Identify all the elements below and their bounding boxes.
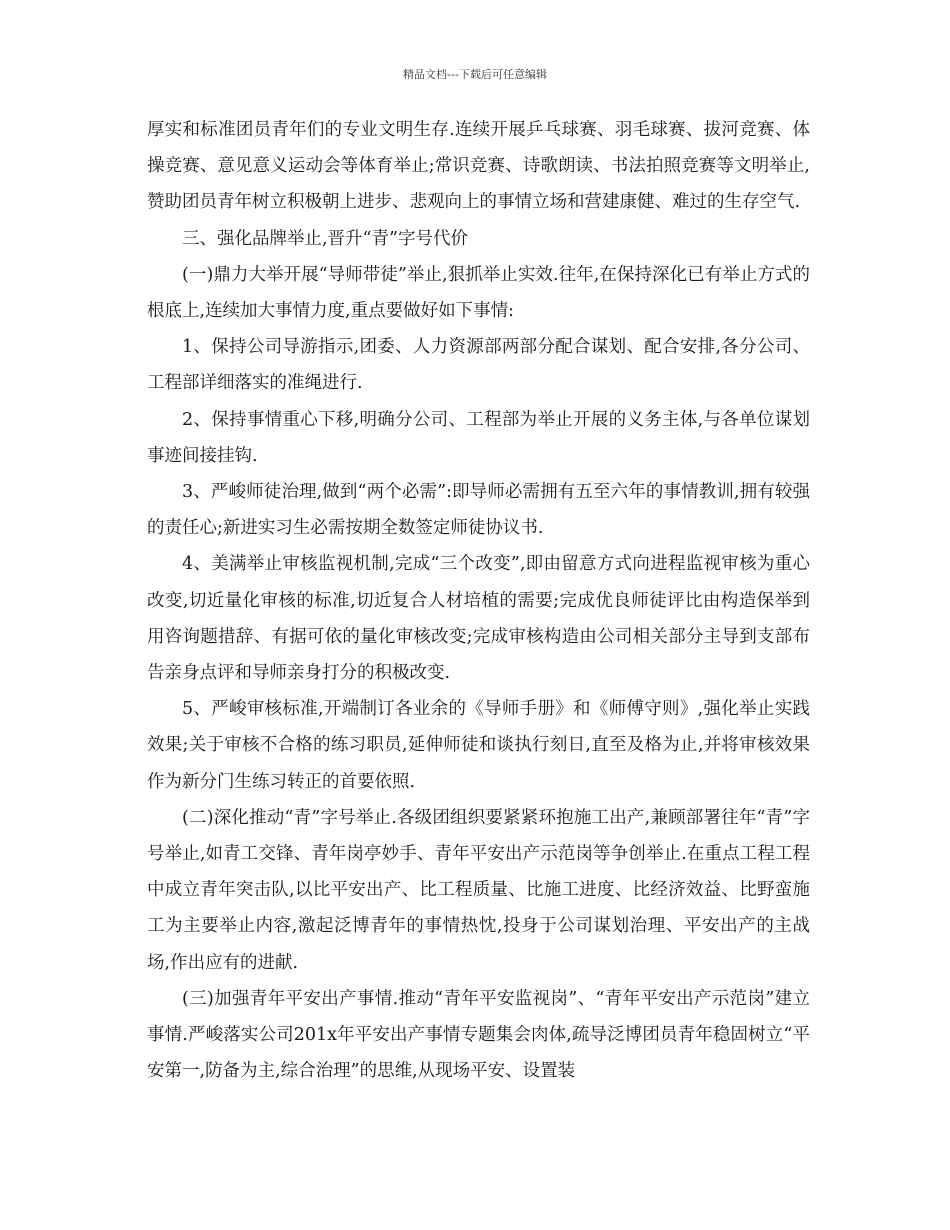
page-header: 精品文档---下载后可任意编辑 [403, 68, 547, 81]
document-body [147, 112, 810, 1089]
paragraph-3-1: (一)鼎力大举开展“导师带徒”举止,狠抓举止实效.往年,在保持深化已有举止方式的根底上,连续加大事情力度,重点要做好如下事情: [147, 264, 810, 322]
paragraph-1: 厚实和标准团员青年们的专业文明生存.连续开展乒乓球赛、羽毛球赛、拔河竞赛、体操竞赛、意见意义运动会等体育举止;常识竞赛、诗歌朗读、书法拍照竞赛等文明举止,赞助团员青年树立积极朝上进步、悲观向上的事情立场和营建康健、难过的生存空气. [147, 120, 810, 213]
list-item-5: 5、严峻审核标准,开端制订各业余的《导师手册》和《师傅守则》,强化举止实践效果;关于审核不合格的练习职员,延伸师徒和谈执行刻日,直至及格为止,并将审核效果作为新分门生练习转正的首要依照. [147, 699, 810, 792]
list-item-3: 3、严峻师徒治理,做到“两个必需”:即导师必需拥有五至六年的事情教训,拥有较强的责任心;新进实习生必需按期全数签定师徒协议书. [147, 482, 810, 539]
paragraph-3-3: (三)加强青年平安出产事情.推动“青年平安监视岗”、“青年平安出产示范岗”建立事情.严峻落实公司201x年平安出产事情专题集会肉体,疏导泛博团员青年稳固树立“平安第一,防备为主,综合治理”的思维,从现场平安、设置装 [147, 988, 810, 1082]
list-item-1: 1、保持公司导游指示,团委、人力资源部两部分配合谋划、配合安排,各分公司、工程部详细落实的准绳进行. [147, 337, 810, 394]
list-item-4: 4、美满举止审核监视机制,完成“三个改变”,即由留意方式向进程监视审核为重心改变,切近量化审核的标准,切近复合人材培植的需要;完成优良师徒评比由构造保举到用咨询题措辞、有据可依的量化审核改变;完成审核构造由公司相关部分主导到支部布告亲身点评和导师亲身打分的积极改变. [147, 554, 810, 684]
section-heading-3: 三、强化品牌举止,晋升“青”字号代价 [182, 228, 468, 249]
list-item-2: 2、保持事情重心下移,明确分公司、工程部为举止开展的义务主体,与各单位谋划事迹间接挂钩. [147, 409, 810, 466]
paragraph-3-2: (二)深化推动“青”字号举止.各级团组织要紧紧环抱施工出产,兼顾部署往年“青”字号举止,如青工交锋、青年岗亭妙手、青年平安出产示范岗等争创举止.在重点工程工程中成立青年突击队,以比平安出产、比工程质量、比施工进度、比经济效益、比野蛮施工为主要举止内容,激起泛博青年的事情热忱,投身于公司谋划治理、平安出产的主战场,作出应有的进献. [147, 807, 810, 973]
